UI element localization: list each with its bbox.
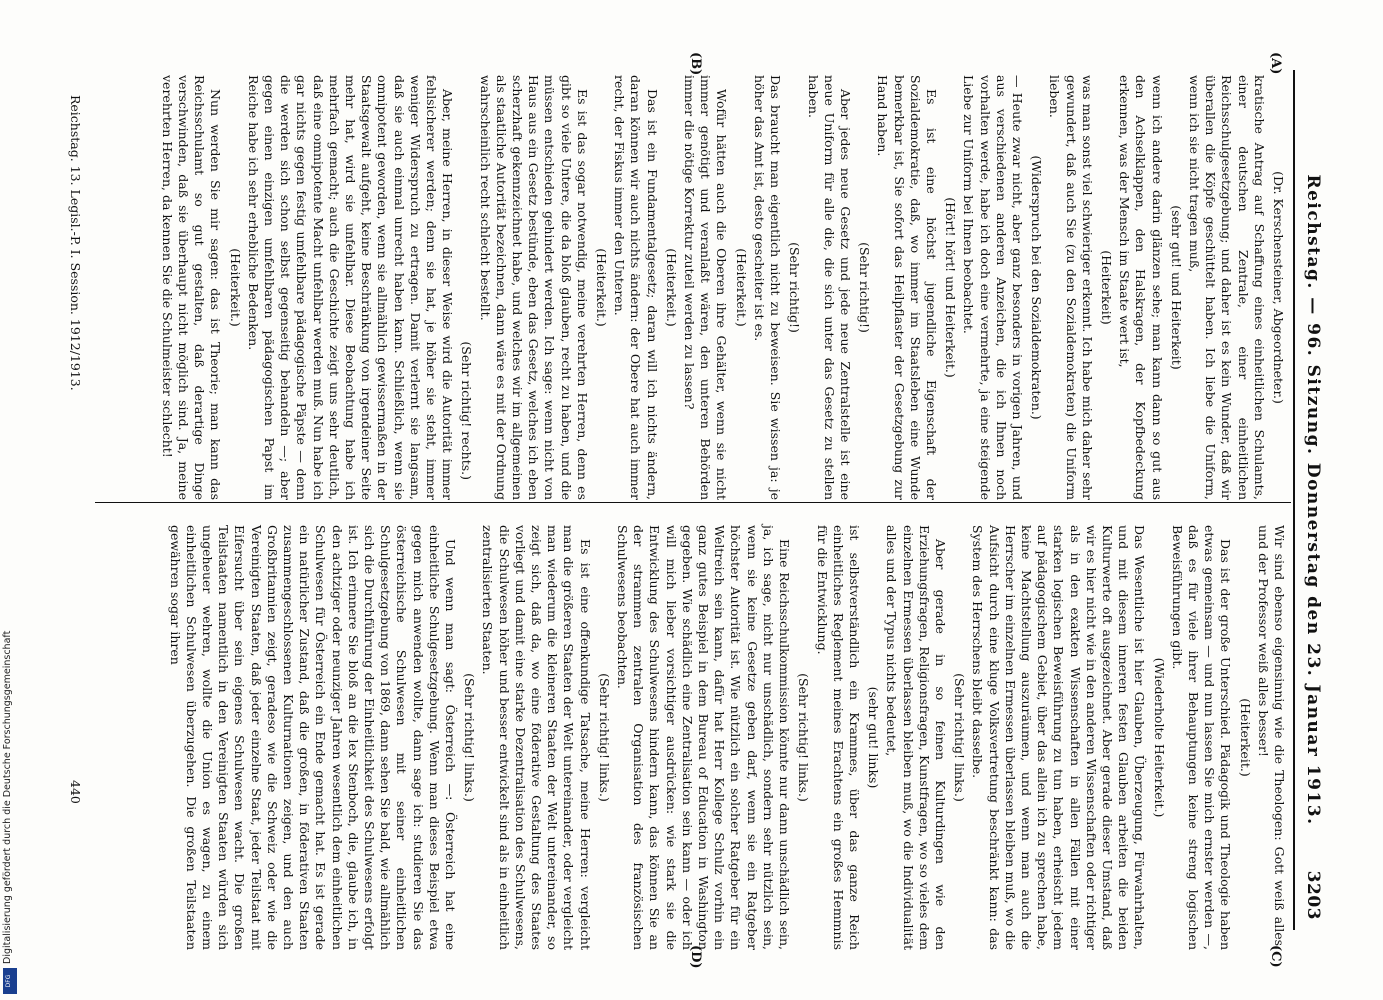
speaker-line: (Dr. Kerschensteiner, Abgeordneter.) (1271, 171, 1286, 404)
interjection: (Sehr richtig! links.) (596, 673, 612, 802)
header-rule (1293, 70, 1295, 930)
right-column (164, 525, 1287, 950)
page-header (1299, 60, 1325, 940)
paragraph: Aber jedes neue Gesetz und jede neue Zentralstelle ist eine neue Uniform für alle die, die sich unter das Gesetz zu stellen haben. (805, 75, 853, 500)
paragraph: Und wenn man sagt: Österreich —: Österreich hat eine einheitliche Schulgesetzgebung. Wenn man dieses Beispiel etwa gegen mich anwenden wollte, dann sage ich: studieren Sie das österreichische Schulwesen mit seiner einheitlichen Schulgesetzgebung von 1869, dann sehen Sie bald, wie allmählich sich die Durchführung der Einheitlichkeit des Schulwesens erfolgt ist. Ich erinnere Sie bloß an die lex Stenboch, die, glaube ich, in den achtziger oder neunziger Jahren wesentlich dem einheitlichen Schulwesen für Österreich ein Ende gemacht hat. Es ist gerade ein natürlicher Zustand, daß die großen, in föderativen Staaten zusammengeschlossenen Kulturnationen zeigen, und den auch Großbritannien zeigt, geradeso wie die Schweiz oder wie die Vereinigten Staaten, daß jeder einzelne Staat, jeder Teilstaat mit Eifersucht über sein eigenes Schulwesen wacht. Die großen Teilstaaten namentlich in den Vereinigten Staaten würden sich ungeheuer wehren, wollte die Union es wagen, zu einem einheitlichen Schulwesen überzugehen. Die großen Teilstaaten gewähren sogar ihren (167, 525, 459, 950)
paragraph: Das Wesentliche ist hier Glauben, Überzeugung, Fürwahrhalten, und mit diesem inneren festen Glauben arbeiten die beiden Kulturwerte oft ausgezeichnet. Aber gerade dieser Umstand, daß wir es hier nicht wie in den anderen Wissenschaften oder richtiger als in den exakten Wissenschaften in allen Fällen mit einer starken logischen Beweisführung zu tun haben, erheischt jedem auf pädagogischem Gebiet, über das allein ich zu sprechen habe, keine Machtstellung auszuräumen, und wenn man auch die Herrscher im einzelnen Ermessen überlassen bleiben muß, wo die Aufsicht durch eine kluge Volksvertretung beschränkt kann: das System des Herrschens bleibt dasselbe. (970, 525, 1148, 950)
paragraph: Es ist eine höchst jugendliche Eigenschaft der Sozialdemokratie, daß, wo immer im Staatsleben eine Wunde bemerkbar ist, Sie sofort das Heilpflaster der Gesetzgebung zur Hand haben. (875, 75, 939, 500)
digitization-note: Digitalisierung gefördert durch die Deutsche Forschungsgemeinschaft (2, 630, 13, 964)
interjection: (Heiterkeit.) (1237, 698, 1253, 777)
paragraph: Aber, meine Herren, in dieser Weise wird die Autorität immer fehlsicherer werden; denn sie hat, je höher sie steht, immer weniger Widerspruch zu ertragen. Damit verlernt sie langsam, daß sie auch einmal unrecht haben kann. Schließlich, wenn sie omnipotent geworden, wenn sie allmählich gewissermaßen in der Staatsgewalt aufgeht, keine Beschränkung von irgendeiner Seite mehr hat, wird sie unfehlbar. Diese Beobachtung habe ich mehrfach gemacht; auch die Geschichte zeigt uns sehr deutlich, daß eine omnipotente Macht unfehlbar werden muß. Nun habe ich gar nichts gegen festig umfehlbare pädagogische Päpste — denn die werden sich schon selbst gegenseitig behandeln —; aber gegen einen einzigen umfehlbaren pädagogischen Papst im Reiche habe ich sehr erhebliche Bedenken. (245, 75, 456, 500)
header-page-number: 3203 (1303, 870, 1323, 920)
interjection: (Sehr richtig! rechts.) (459, 341, 475, 480)
paragraph: Das braucht man eigentlich nicht zu beweisen. Sie wissen ja: je höher das Amt ist, desto gescheiter ist es. (751, 75, 784, 500)
margin-mark-a: (A) (1268, 52, 1283, 75)
interjection: (Sehr richtig! links.) (796, 673, 812, 802)
page-footer-number: 440 (68, 780, 83, 804)
margin-mark-b: (B) (688, 52, 703, 76)
interjection: (Heiterkeit.) (594, 248, 610, 327)
margin-mark-c: (C) (1268, 945, 1283, 968)
paragraph: Nun werden Sie mir sagen: das ist Theorie; man kann das Reichsschulamt so gut gestalten, daß derartige Dinge verschwinden, daß sie überhaupt nicht möglich sind. Ja, meine verehrten Herren, da kennen Sie die Schulmeister schlecht! (159, 75, 224, 500)
column-divider (95, 502, 1291, 503)
paragraph: Wir sind ebenso eigensinnig wie die Theologen: Gott weiß alles, und der Professor weiß alles besser! (1255, 525, 1287, 950)
interjection: (Sehr richtig! links.) (462, 673, 478, 802)
interjection: (Sehr richtig! links.) (952, 673, 968, 802)
paragraph: Wofür hätten auch die Oberen ihre Gehälter, wenn sie nicht immer genötigt und veranlaßt wären, den unteren Behörden immer die nötige Korrektur zuteil werden zu lassen? (682, 75, 730, 500)
left-column (157, 75, 1287, 500)
interjection: (Sehr richtig!) (857, 242, 873, 333)
header-title: Reichstag. — 96. Sitzung. Donnerstag den 23. Januar 1913. (1303, 174, 1323, 826)
interjection: (Heiterkeit.) (227, 248, 243, 327)
paragraph: wenn ich andere darin glänzen sehe; man kann dann so gut aus den Achselklappen, den Halskragen, der Kopfbedeckung erkennen, was der Mensch im Staate wert ist, (1117, 75, 1165, 500)
paragraph: Es ist das sogar notwendig, meine verehrten Herren, denn es gibt so viele Untere, die da bloß glauben, recht zu haben, und die müssen entschieden gehindert werden. Ich sage: wenn nicht von Haus aus ein Gesetz bestünde, eben das Gesetz, welches ich eben scherzhaft gekennzeichnet habe, und welches wir im allgemeinen als staatliche Autorität bezeichnen, dann wäre es mit der Ordnung wahrscheinlich recht schlecht bestellt. (477, 75, 590, 500)
paragraph: Es ist eine offenkundige Tatsache, meine Herren: vergleicht man die größeren Staaten der Welt untereinander, oder vergleicht man wiederum die kleineren Staaten der Welt untereinander, so zeigt sich, daß da, wo eine föderative Gestaltung des Staates vorliegt und damit eine starke Dezentralisation des Schulwesens, die Schulwesen höher und besser entwickelt sind als in einheitlich zentralisierten Staaten. (480, 525, 593, 950)
interjection: (Widerspruch bei den Sozialdemokraten.) (1029, 155, 1045, 420)
margin-mark-d: (D) (688, 945, 703, 969)
interjection: (sehr gut! und Heiterkeit) (1168, 205, 1184, 370)
interjection: (Heiterkeit) (1098, 250, 1114, 325)
paragraph: Eine Reichsschulkommission könnte nur dann unschädlich sein, ja, ich sage, nicht nur unschädlich, sondern sehr nützlich sein, wenn sie keine Gesetze geben darf, wenn sie ein Ratgeber höchster Autorität ist. Wie nützlich ein solcher Ratgeber für ein Weltreich sein kann, dafür hat Herr Kollege Schulz vorhin ein ganz gutes Beispiel in dem Bureau of Education in Washington gegeben. Wie schädlich eine Zentralisation sein kann — oder ich will mich lieber vorsichtiger ausdrücken: wie stark sie die Entwicklung des Schulwesens hindern kann, das können Sie an der strammen zentralen Organisation des französischen Schulwesens beobachten. (615, 525, 793, 950)
paragraph: Das ist der große Unterschied. Pädagogik und Theologie haben etwas gemeinsam — und nun lassen Sie mich ernster werden —, daß es für viele ihrer Behauptungen keine streng logischen Beweisführungen gibt. (1169, 525, 1234, 950)
page-footer: Reichstag. 13. Legisl.-P. I. Session. 1912/1913. (68, 95, 83, 391)
paragraph: was man sonst viel schwieriger erkennt. Ich habe mich daher sehr gewundert, daß auch Sie (zu den Sozialdemokraten) die Uniform lieben. (1047, 75, 1095, 500)
interjection: (Heiterkeit.) (733, 248, 749, 327)
paragraph: Das ist ein Fundamentalgesetz; daran will ich nichts ändern, daran können wir auch nichts ändern: der Obere hat auch immer recht, der Fiskus immer den Unteren. (612, 75, 660, 500)
interjection: (sehr gut! links) (866, 686, 882, 789)
paragraph: Aber gerade in so feinen Kulturdingen wie den Erziehungsfragen, Religionsfragen, Kunstfragen, wo so vieles dem einzelnen Ermessen überlassen bleiben muß, wo die Individualität alles und der Typus nichts bedeutet, (884, 525, 948, 950)
interjection: (Wiederholte Heiterkeit.) (1151, 657, 1167, 818)
interjection: (Hört! hört! und Heiterkeit.) (943, 197, 959, 378)
paragraph: — Heute zwar nicht, aber ganz besonders in vorigen Jahren, und aus verschiedenen anderen Anzeichen, die ich Ihnen noch vorhalten werde, habe ich doch eine vermehrte, ja eine steigende Liebe zur Uniform bei Ihnen beobachtet. (961, 75, 1025, 500)
dfg-logo-icon (3, 968, 17, 994)
paragraph: ist selbstverständlich ein Krammes, über das ganze Reich einheitliches Reglement meines Erachtens ein großes Hemmnis für die Entwicklung. (814, 525, 862, 950)
interjection: (Heiterkeit.) (663, 248, 679, 327)
paragraph: kratische Antrag auf Schaffung eines einheitlichen Schulamts, einer deutschen Zentrale, einer einheitlichen Reichsschulgesetzgebung; und daher ist es kein Wunder, daß wir überallen die Köpfe geschüttelt haben. Ich liebe die Uniform, wenn ich sie nicht tragen muß, (1186, 75, 1267, 500)
interjection: (Sehr richtig!) (787, 242, 803, 333)
dfg-logo-text: DFG (5, 974, 12, 988)
